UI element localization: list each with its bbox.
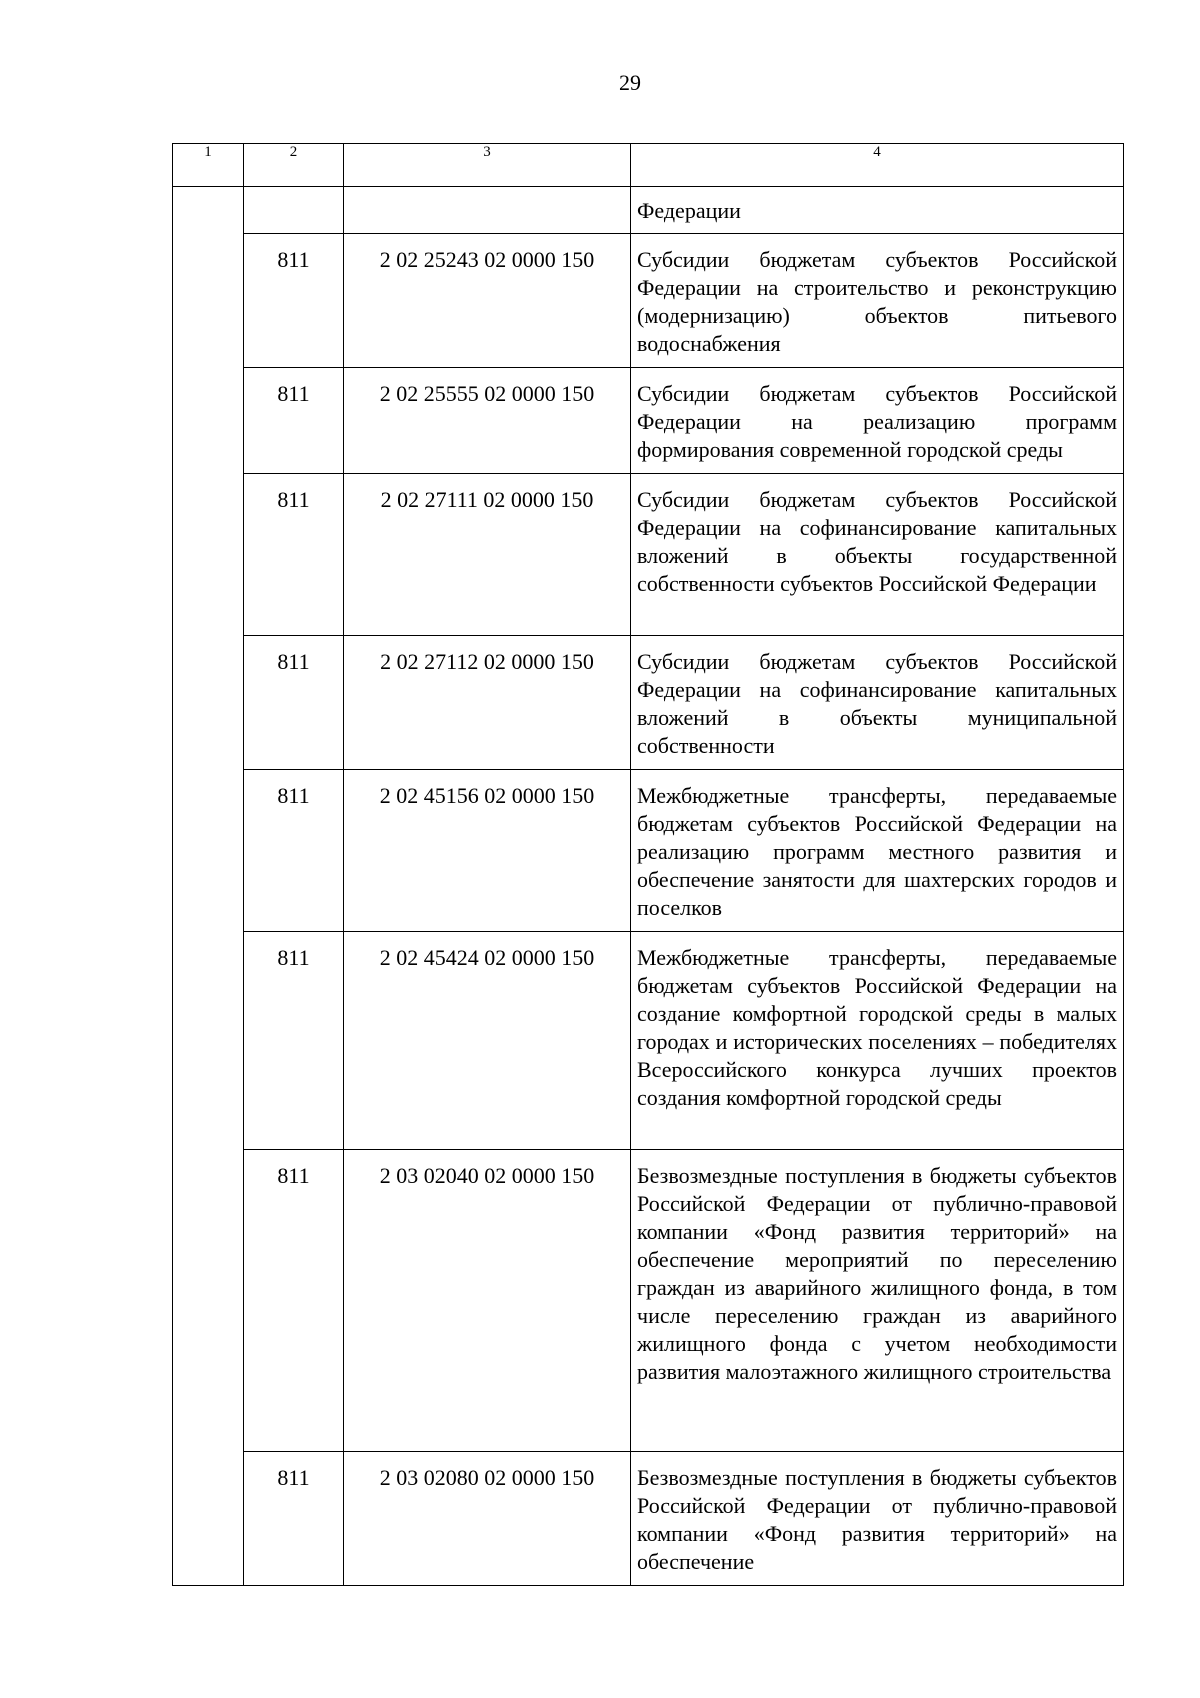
- description-cell: Субсидии бюджетам субъектов Российской Федерации на реализацию программ формирования современной городской среды: [631, 368, 1124, 474]
- description-cell: Субсидии бюджетам субъектов Российской Федерации на строительство и реконструкцию (модернизацию) объектов питьевого водоснабжения: [631, 234, 1124, 368]
- table-row: [173, 636, 1124, 770]
- admin-code-cell: 811: [244, 932, 344, 1150]
- description-cell: Межбюджетные трансферты, передаваемые бюджетам субъектов Российской Федерации на реализацию программ местного развития и обеспечение занятости для шахтерских городов и поселков: [631, 770, 1124, 932]
- admin-code-cell: 811: [244, 770, 344, 932]
- description-cell: Безвозмездные поступления в бюджеты субъектов Российской Федерации от публично-правовой компании «Фонд развития территорий» на обеспечение: [631, 1452, 1124, 1586]
- budget-code-cell: 2 02 27111 02 0000 150: [344, 474, 631, 636]
- table-row: [173, 1150, 1124, 1452]
- admin-code-cell: 811: [244, 1150, 344, 1452]
- description-cell: Субсидии бюджетам субъектов Российской Федерации на софинансирование капитальных вложений в объекты муниципальной собственности: [631, 636, 1124, 770]
- page-number: 29: [619, 70, 641, 95]
- column-header-2: 2: [244, 144, 344, 187]
- table-row: [173, 368, 1124, 474]
- budget-code-cell: 2 02 45424 02 0000 150: [344, 932, 631, 1150]
- budget-code-cell: [344, 187, 631, 234]
- admin-code-cell: 811: [244, 1452, 344, 1586]
- description-cell: Федерации: [631, 187, 1124, 234]
- budget-code-cell: 2 02 27112 02 0000 150: [344, 636, 631, 770]
- column-header-1: 1: [173, 144, 244, 187]
- table-row: [173, 474, 1124, 636]
- table-row: [173, 932, 1124, 1150]
- budget-codes-table: [172, 143, 1124, 1586]
- column-header-4: 4: [631, 144, 1124, 187]
- table-row: [173, 1452, 1124, 1586]
- table-row: [173, 187, 1124, 234]
- admin-code-cell: 811: [244, 636, 344, 770]
- table-row: [173, 234, 1124, 368]
- description-cell: Межбюджетные трансферты, передаваемые бюджетам субъектов Российской Федерации на создание комфортной городской среды в малых городах и исторических поселениях – победителях Всероссийского конкурса лучших проектов создания комфортной городской среды: [631, 932, 1124, 1150]
- description-cell: Субсидии бюджетам субъектов Российской Федерации на софинансирование капитальных вложений в объекты государственной собственности субъектов Российской Федерации: [631, 474, 1124, 636]
- budget-code-cell: 2 02 45156 02 0000 150: [344, 770, 631, 932]
- admin-code-cell: 811: [244, 474, 344, 636]
- table-row: [173, 770, 1124, 932]
- column-1-cell: [173, 187, 244, 1586]
- budget-code-cell: 2 03 02080 02 0000 150: [344, 1452, 631, 1586]
- admin-code-cell: 811: [244, 368, 344, 474]
- budget-code-cell: 2 02 25555 02 0000 150: [344, 368, 631, 474]
- budget-code-cell: 2 03 02040 02 0000 150: [344, 1150, 631, 1452]
- column-header-3: 3: [344, 144, 631, 187]
- table-header-row: [173, 144, 1124, 187]
- budget-code-cell: 2 02 25243 02 0000 150: [344, 234, 631, 368]
- admin-code-cell: [244, 187, 344, 234]
- description-cell: Безвозмездные поступления в бюджеты субъектов Российской Федерации от публично-правовой компании «Фонд развития территорий» на обеспечение мероприятий по переселению граждан из аварийного жилищного фонда, в том числе переселению граждан из аварийного жилищного фонда с учетом необходимости развития малоэтажного жилищного строительства: [631, 1150, 1124, 1452]
- admin-code-cell: 811: [244, 234, 344, 368]
